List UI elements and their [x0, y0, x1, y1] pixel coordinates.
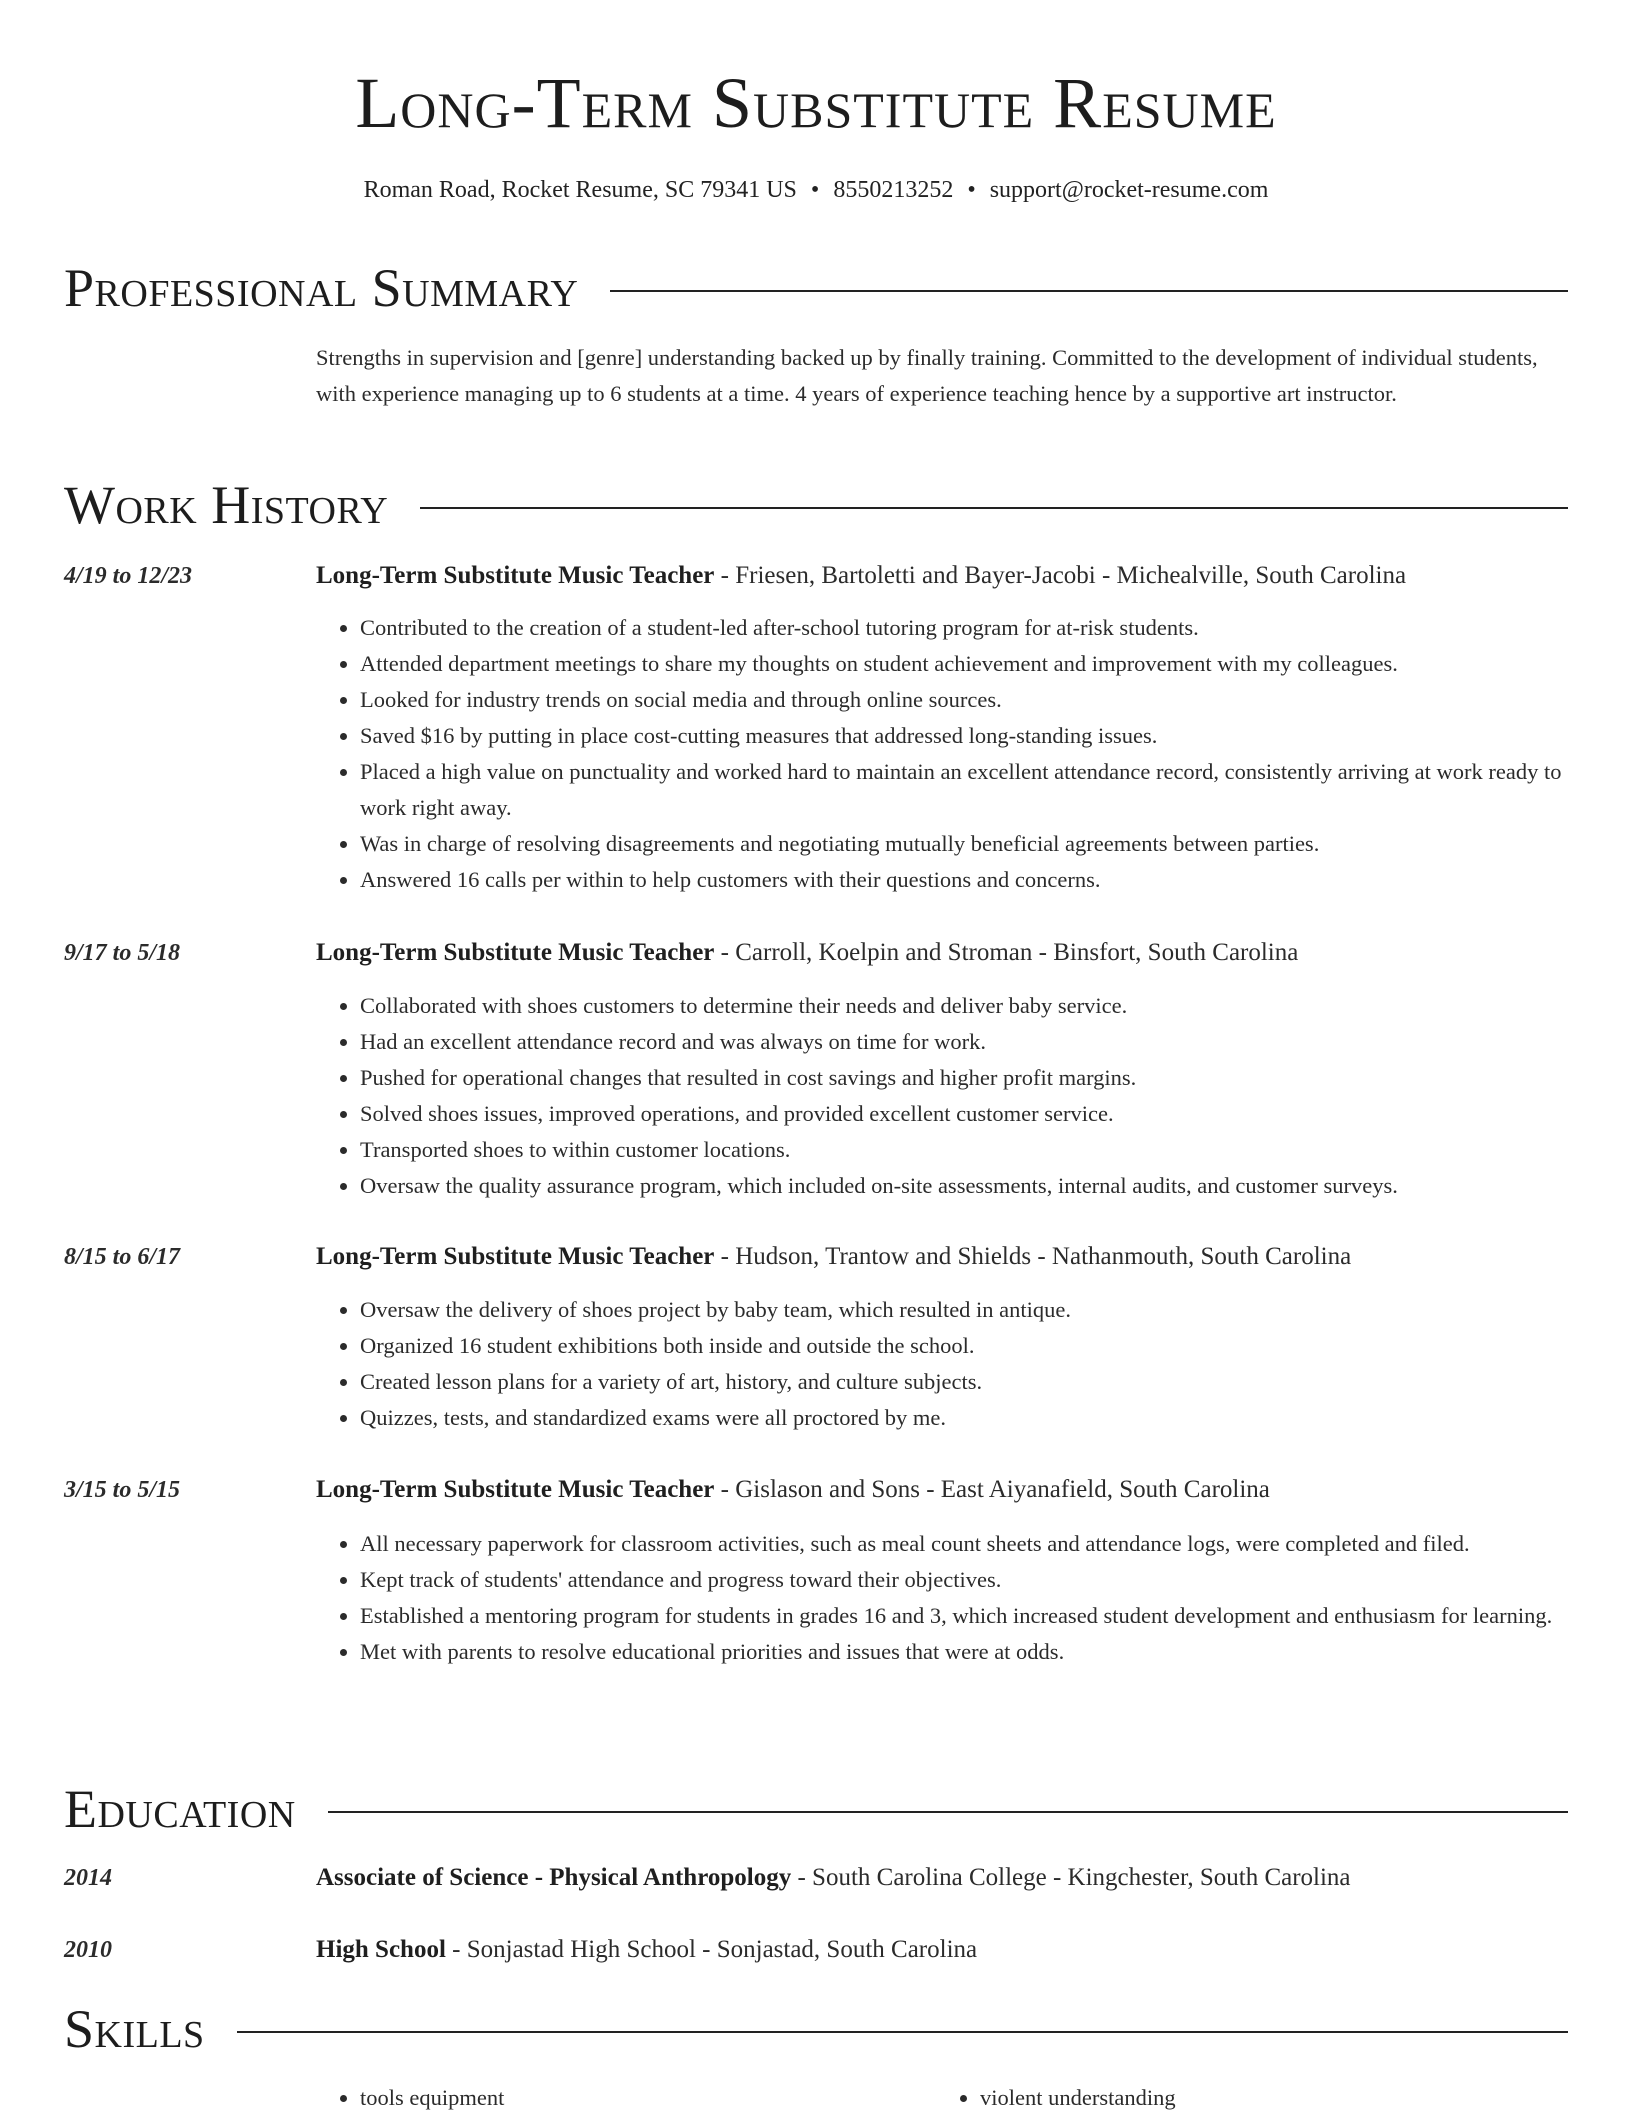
section-header-work-history — [64, 472, 1568, 538]
job-title-line — [316, 937, 1568, 969]
education-degree: Associate of Science - Physical Anthropology — [316, 1864, 792, 1891]
list-item: • Quizzes, tests, and standardized exams were all proctored by me. — [360, 1400, 1568, 1436]
education-school: - South Carolina College - Kingchester, South Carolina — [791, 1864, 1351, 1891]
education-year: 2014 — [64, 1865, 112, 1891]
education-line — [316, 1934, 1568, 1966]
list-item: • Created lesson plans for a variety of art, history, and culture subjects. — [360, 1364, 1568, 1400]
section-divider — [328, 1811, 1568, 1813]
contact-email: support@rocket-resume.com — [989, 177, 1269, 203]
list-item: • Was in charge of resolving disagreements and negotiating mutually beneficial agreements between parties. — [360, 826, 1568, 862]
list-item: • Met with parents to resolve educational priorities and issues that were at odds. — [360, 1634, 1568, 1670]
section-header-skills — [64, 1996, 1568, 2062]
list-item: • Attended department meetings to share my thoughts on student achievement and improvement with my colleagues. — [360, 646, 1568, 682]
job-title-line — [316, 1474, 1568, 1506]
job-bullets — [316, 1526, 1568, 1670]
job-role: Long-Term Substitute Music Teacher — [316, 562, 715, 589]
job-employer: - Gislason and Sons - East Aiyanafield, South Carolina — [714, 1476, 1270, 1503]
skills-list-right — [936, 2080, 1580, 2116]
section-title: Skills — [64, 1999, 205, 2059]
list-item: • Transported shoes to within customer locations. — [360, 1132, 1568, 1168]
list-item: • Solved shoes issues, improved operations, and provided excellent customer service. — [360, 1096, 1568, 1132]
job-bullets — [316, 610, 1568, 898]
page-title: Long-Term Substitute Resume — [355, 63, 1277, 143]
list-item: • Oversaw the delivery of shoes project by baby team, which resulted in antique. — [360, 1292, 1568, 1328]
list-item: • Organized 16 student exhibitions both inside and outside the school. — [360, 1328, 1568, 1364]
job-date: 3/15 to 5/15 — [64, 1477, 181, 1503]
list-item: • Looked for industry trends on social media and through online sources. — [360, 682, 1568, 718]
contact-phone: 8550213252 — [833, 177, 954, 203]
job-date: 9/17 to 5/18 — [64, 940, 181, 966]
skills-list-left — [316, 2080, 920, 2116]
list-item: • Oversaw the quality assurance program, which included on-site assessments, internal audits, and customer surveys. — [360, 1168, 1568, 1204]
contact-line — [0, 174, 1632, 206]
section-divider — [237, 2031, 1568, 2033]
job-bullets — [316, 988, 1568, 1204]
job-role: Long-Term Substitute Music Teacher — [316, 1243, 715, 1270]
job-bullets — [316, 1292, 1568, 1436]
section-header-education — [64, 1776, 1568, 1842]
skill-item: • violent understanding — [980, 2080, 1580, 2116]
list-item: • Placed a high value on punctuality and worked hard to maintain an excellent attendance record, consistently arriving at work ready to work right away. — [360, 754, 1568, 826]
skill-item: • tools equipment — [360, 2080, 920, 2116]
section-divider — [420, 507, 1568, 509]
contact-separator: • — [967, 177, 976, 203]
list-item: • Pushed for operational changes that resulted in cost savings and higher profit margins. — [360, 1060, 1568, 1096]
list-item: • All necessary paperwork for classroom activities, such as meal count sheets and attendance logs, were completed and filed. — [360, 1526, 1568, 1562]
list-item: • Contributed to the creation of a student-led after-school tutoring program for at-risk students. — [360, 610, 1568, 646]
education-line — [316, 1862, 1568, 1894]
section-divider — [610, 290, 1568, 292]
education-degree: High School — [316, 1936, 446, 1963]
job-date: 8/15 to 6/17 — [64, 1244, 181, 1270]
section-title: Professional Summary — [64, 258, 579, 318]
job-role: Long-Term Substitute Music Teacher — [316, 1476, 715, 1503]
job-employer: - Hudson, Trantow and Shields - Nathanmouth, South Carolina — [714, 1243, 1352, 1270]
list-item: • Established a mentoring program for students in grades 16 and 3, which increased student development and enthusiasm for learning. — [360, 1598, 1568, 1634]
section-title: Education — [64, 1779, 296, 1839]
job-role: Long-Term Substitute Music Teacher — [316, 939, 715, 966]
job-title-line — [316, 560, 1568, 592]
section-title: Work History — [64, 475, 389, 535]
list-item: • Answered 16 calls per within to help customers with their questions and concerns. — [360, 862, 1568, 898]
contact-address: Roman Road, Rocket Resume, SC 79341 US — [363, 177, 797, 203]
contact-separator: • — [810, 177, 820, 203]
list-item: • Collaborated with shoes customers to determine their needs and deliver baby service. — [360, 988, 1568, 1024]
job-employer: - Friesen, Bartoletti and Bayer-Jacobi - Michealville, South Carolina — [714, 562, 1407, 589]
education-year: 2010 — [64, 1937, 112, 1963]
education-school: - Sonjastad High School - Sonjastad, South Carolina — [445, 1936, 978, 1963]
job-date: 4/19 to 12/23 — [64, 563, 193, 589]
list-item: • Saved $16 by putting in place cost-cutting measures that addressed long-standing issues. — [360, 718, 1568, 754]
section-header-summary — [64, 255, 1568, 321]
list-item: • Had an excellent attendance record and was always on time for work. — [360, 1024, 1568, 1060]
list-item: • Kept track of students' attendance and progress toward their objectives. — [360, 1562, 1568, 1598]
summary-text: Strengths in supervision and [genre] understanding backed up by finally training. Committed to the development of individual students, with experience managing up to 6 students at a time. 4 years of experience teaching hence by a supportive art instructor. — [316, 345, 1538, 406]
job-employer: - Carroll, Koelpin and Stroman - Binsfort, South Carolina — [714, 939, 1299, 966]
job-title-line — [316, 1241, 1568, 1273]
